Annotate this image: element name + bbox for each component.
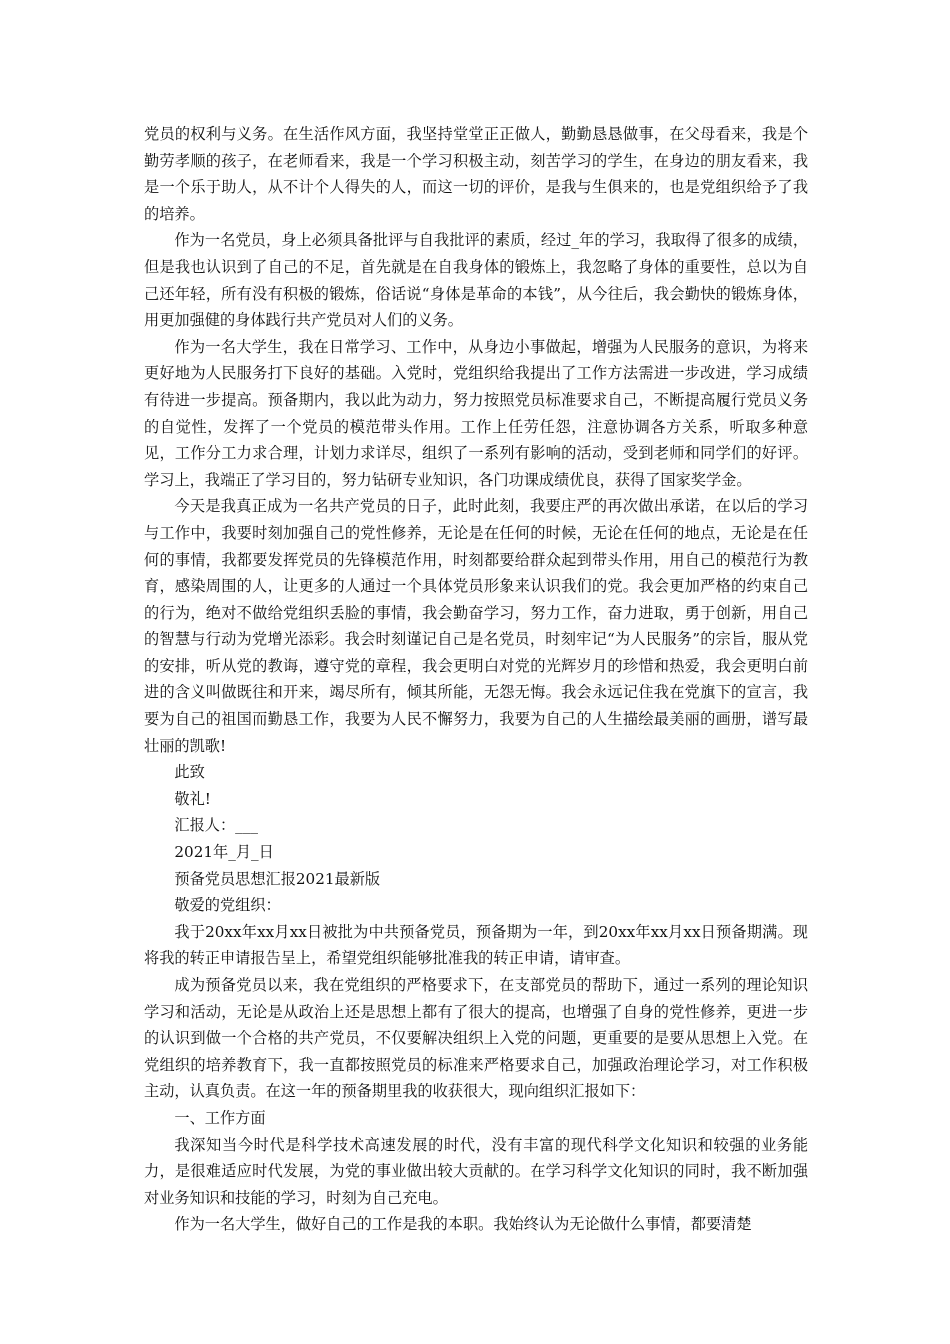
paragraph: 作为一名大学生，我在日常学习、工作中，从身边小事做起，增强为人民服务的意识，为将来更好地为人民服务打下良好的基础。入党时，党组织给我提出了工作方法需进一步改进，学习成绩有待进一步提高。预备期内，我以此为动力，努力按照党员标准要求自己，不断提高履行党员义务的自觉性，发挥了一个党员的模范带头作用。工作上任劳任怨，注意协调各方关系，听取多种意见，工作分工力求合理，计划力求详尽，组织了一系列有影响的活动，受到老师和同学们的好评。学习上，我端正了学习目的，努力钻研专业知识，各门功课成绩优良，获得了国家奖学金。 [144, 337, 808, 489]
document-page [144, 121, 808, 1238]
paragraph: 作为一名党员，身上必须具备批评与自我批评的素质，经过_年的学习，我取得了很多的成绩，但是我也认识到了自己的不足，首先就是在自我身体的锻炼上，我忽略了身体的重要性，总以为自己还年轻，所有没有积极的锻炼，俗话说“身体是革命的本钱”，从今往后，我会勤快的锻炼身体，用更加强健的身体践行共产党员对人们的义务。 [144, 231, 808, 330]
paragraph: 党员的权利与义务。在生活作风方面，我坚持堂堂正正做人，勤勤恳恳做事，在父母看来，我是个勤劳孝顺的孩子，在老师看来，我是一个学习积极主动，刻苦学习的学生，在身边的朋友看来，我是一个乐于助人，从不计个人得失的人，而这一切的评价，是我与生俱来的，也是党组织给予了我的培养。 [144, 125, 808, 223]
paragraph: 作为一名大学生，做好自己的工作是我的本职。我始终认为无论做什么事情，都要清楚 [174, 1215, 752, 1234]
closing-regards: 敬礼! [174, 789, 211, 808]
paragraph: 我于20xx年xx月xx日被批为中共预备党员，预备期为一年，到20xx年xx月xx日预备期满。现将我的转正申请报告呈上，希望党组织能够批准我的转正申请，请审查。 [144, 922, 808, 968]
closing-salutation: 此致 [174, 763, 205, 782]
reporter-line: 汇报人：___ [174, 816, 258, 835]
paragraph: 我深知当今时代是科学技术高速发展的时代，没有丰富的现代科学文化知识和较强的业务能力，是很难适应时代发展，为党的事业做出较大贡献的。在学习科学文化知识的同时，我不断加强对业务知识和技能的学习，时刻为自己充电。 [144, 1135, 808, 1207]
paragraph: 成为预备党员以来，我在党组织的严格要求下，在支部党员的帮助下，通过一系列的理论知识学习和活动，无论是从政治上还是思想上都有了很大的提高，也增强了自身的党性修养，更进一步的认识到做一个合格的共产党员，不仅要解决组织上入党的问题，更重要的是要从思想上入党。在党组织的培养教育下，我一直都按照党员的标准来严格要求自己，加强政治理论学习，对工作积极主动，认真负责。在这一年的预备期里我的收获很大，现向组织汇报如下： [144, 976, 808, 1101]
salutation: 敬爱的党组织： [174, 896, 281, 915]
paragraph: 今天是我真正成为一名共产党员的日子，此时此刻，我要庄严的再次做出承诺，在以后的学习与工作中，我要时刻加强自己的党性修养，无论是在任何的时候，无论在任何的地点，无论是在任何的事情，我都要发挥党员的先锋模范作用，时刻都要给群众起到带头作用，用自己的模范行为教育，感染周围的人，让更多的人通过一个具体党员形象来认识我们的党。我会更加严格的约束自己的行为，绝对不做给党组织丢脸的事情，我会勤奋学习，努力工作，奋力进取，勇于创新，用自己的智慧与行动为党增光添彩。我会时刻谨记自己是名党员，时刻牢记“为人民服务”的宗旨，服从党的安排，听从党的教诲，遵守党的章程，我会更明白对党的光辉岁月的珍惜和热爱，我会更明白前进的含义叫做既往和开来，竭尽所有，倾其所能，无怨无悔。我会永远记住我在党旗下的宣言，我要为自己的祖国而勤恳工作，我要为人民不懈努力，我要为自己的人生描绘最美丽的画册，谱写最壮丽的凯歌! [144, 497, 808, 755]
date-line: 2021年_月_日 [174, 843, 274, 862]
section-heading: 一、工作方面 [174, 1108, 266, 1127]
section-title: 预备党员思想汇报2021最新版 [174, 869, 381, 888]
